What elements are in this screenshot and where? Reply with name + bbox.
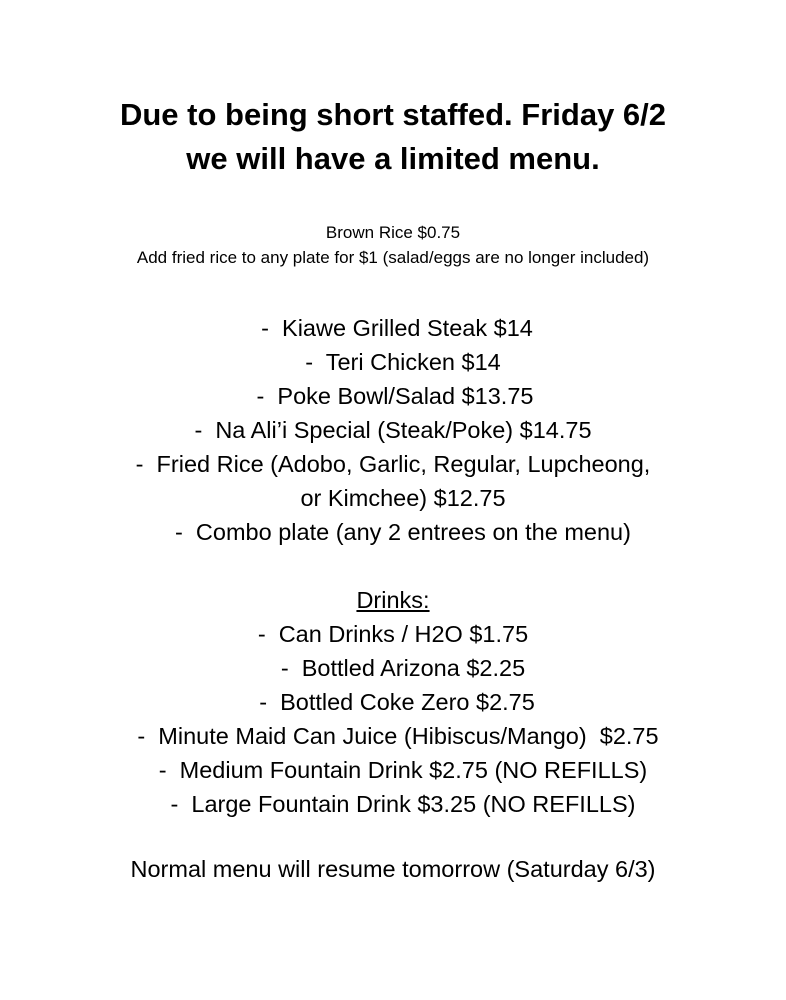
drink-item-bottled-coke-zero: - Bottled Coke Zero $2.75: [259, 689, 535, 715]
drink-item-can-drinks: - Can Drinks / H2O $1.75: [257, 621, 529, 647]
menu-item-poke-bowl: - Poke Bowl/Salad $13.75: [256, 383, 534, 409]
headline-line-2: we will have a limited menu.: [186, 141, 600, 176]
menu-item-fried-rice-cont: or Kimchee) $12.75: [300, 485, 506, 511]
drink-item-minute-maid: - Minute Maid Can Juice (Hibiscus/Mango) $2.75: [137, 723, 659, 749]
menu-item-na-alii-special: - Na Ali’i Special (Steak/Poke) $14.75: [194, 417, 592, 443]
drinks-heading: Drinks:: [356, 587, 430, 613]
menu-item-fried-rice: - Fried Rice (Adobo, Garlic, Regular, Lupcheong,: [135, 451, 651, 477]
drink-item-medium-fountain: - Medium Fountain Drink $2.75 (NO REFILLS): [158, 757, 648, 783]
fried-rice-addon-note: Add fried rice to any plate for $1 (salad/eggs are no longer included): [136, 248, 650, 267]
menu-item-kiawe-steak: - Kiawe Grilled Steak $14: [261, 315, 533, 341]
headline-line-1: Due to being short staffed. Friday 6/2: [119, 97, 667, 132]
drink-item-bottled-arizona: - Bottled Arizona $2.25: [280, 655, 526, 681]
drink-item-large-fountain: - Large Fountain Drink $3.25 (NO REFILLS): [170, 791, 636, 817]
brown-rice-note: Brown Rice $0.75: [325, 223, 461, 242]
footer-resume-note: Normal menu will resume tomorrow (Saturday 6/3): [130, 856, 656, 882]
menu-item-combo-plate: - Combo plate (any 2 entrees on the menu): [175, 519, 631, 545]
menu-item-teri-chicken: - Teri Chicken $14: [305, 349, 501, 375]
